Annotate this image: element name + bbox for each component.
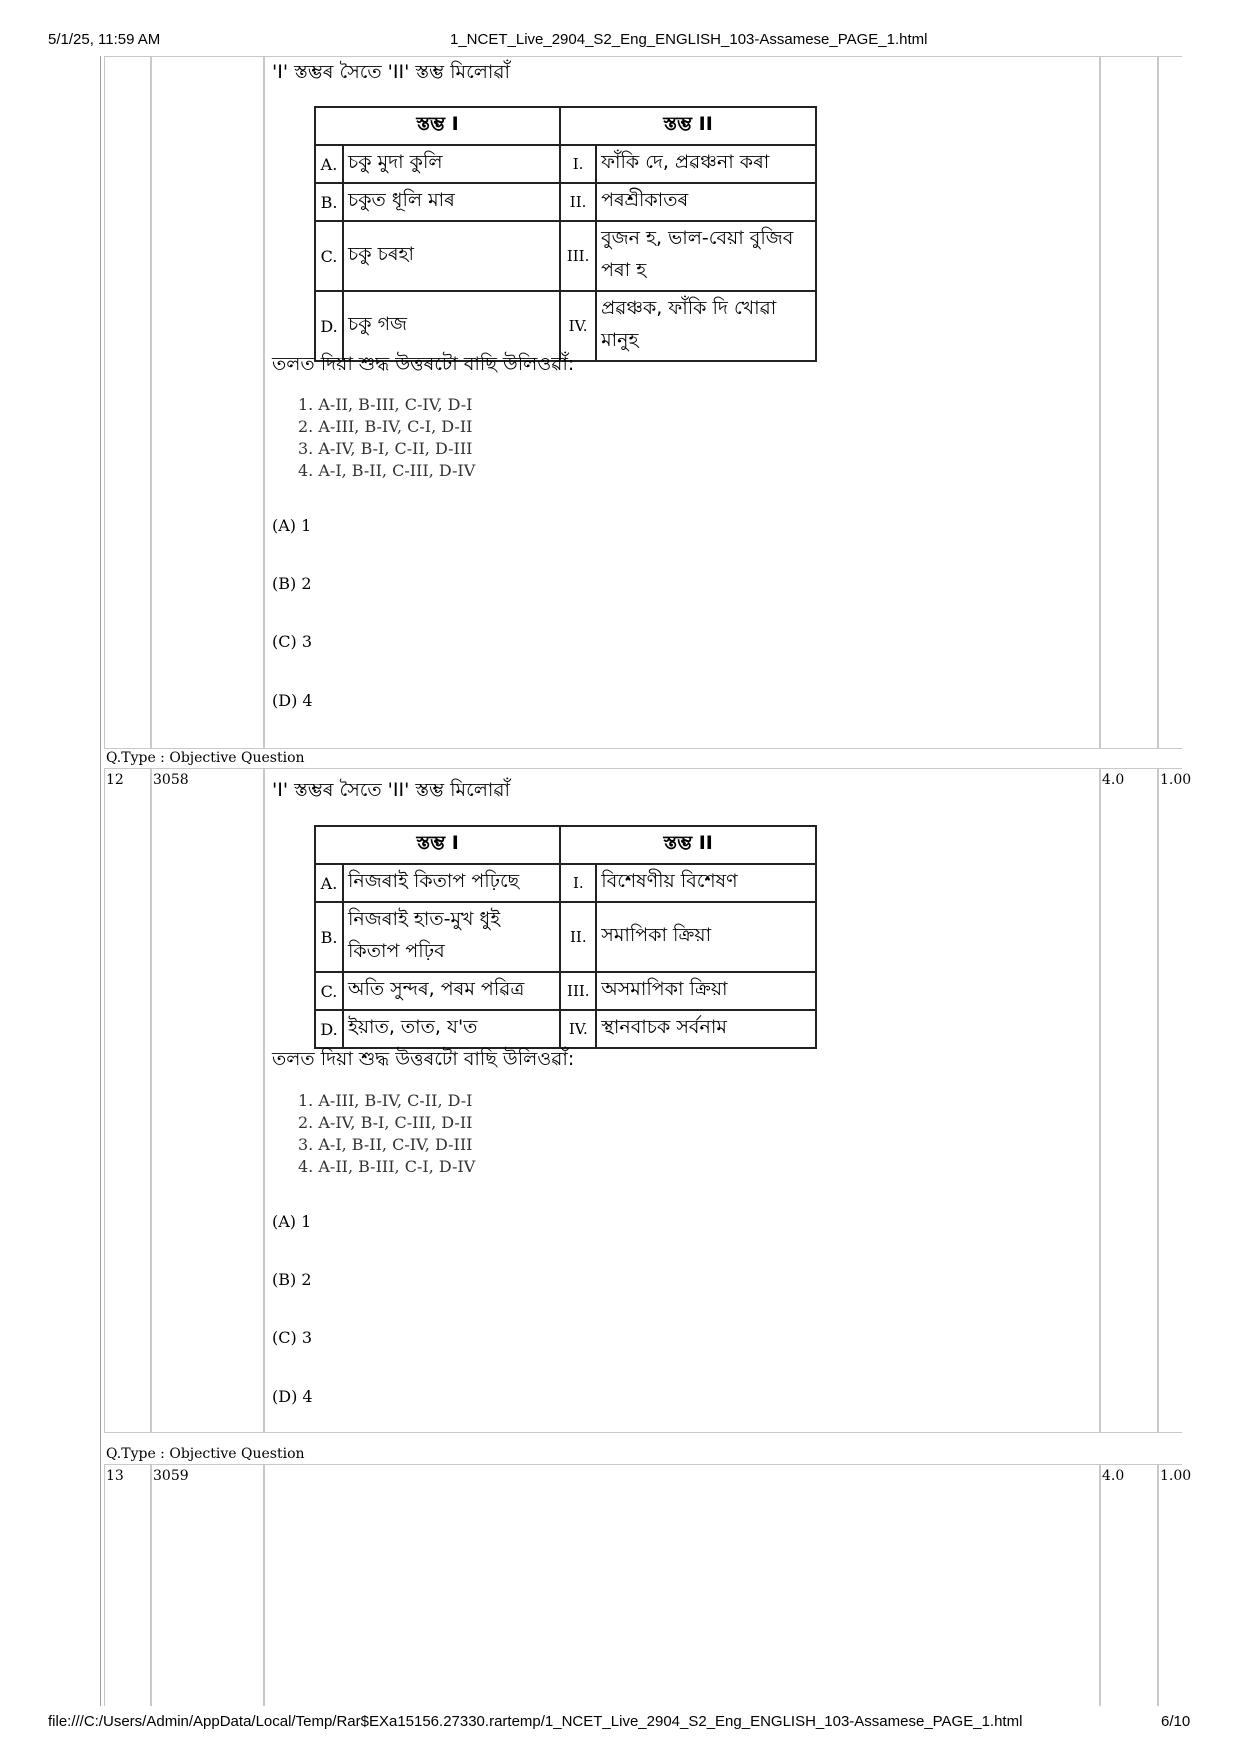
q12-option: 2. A-IV, B-I, C-III, D-II (298, 1113, 473, 1132)
q11-row-label: I. (560, 145, 596, 183)
q11-match-table (314, 106, 817, 362)
q12-col2-cell: সমাপিকা ক্ৰিয়া (596, 902, 816, 972)
q11-col1-cell: চকু গজ (343, 291, 560, 361)
q12-row-label: I. (560, 864, 596, 902)
q11-neg-cell (1158, 56, 1182, 749)
q11-col2-cell: বুজন হ, ভাল-বেয়া বুজিব পৰা হ (596, 221, 816, 291)
q12-col1-header: স্তম্ভ I (315, 826, 560, 864)
q11-col1-cell: চকু চৰহা (343, 221, 560, 291)
q11-col2-header: স্তম্ভ II (560, 107, 816, 145)
q11-option: 1. A-II, B-III, C-IV, D-I (298, 395, 473, 414)
q12-col2-cell: বিশেষণীয় বিশেষণ (596, 864, 816, 902)
q12-negative-marks: 1.00 (1160, 772, 1192, 788)
q12-row-label: C. (315, 972, 343, 1010)
q11-answer-b[interactable]: (B) 2 (272, 574, 312, 593)
q11-col1-header: স্তম্ভ I (315, 107, 560, 145)
q12-num-cell (104, 768, 151, 1433)
q12-options (290, 1090, 475, 1178)
q11-options (290, 394, 475, 482)
q11-col1-cell: চকুত ধূলি মাৰ (343, 183, 560, 221)
q11-num-cell (104, 56, 151, 749)
q11-select-prompt: তলত দিয়া শুদ্ধ উত্তৰটো বাছি উলিওৱাঁ: (272, 353, 575, 375)
q12-col1-cell: নিজৰাই হাত-মুখ ধুই কিতাপ পঢ়িব (343, 902, 560, 972)
q11-row-label: D. (315, 291, 343, 361)
document-title: 1_NCET_Live_2904_S2_Eng_ENGLISH_103-Assamese_PAGE_1.html (450, 31, 928, 48)
q12-row-label: III. (560, 972, 596, 1010)
q12-col1-cell: অতি সুন্দৰ, পৰম পৱিত্ৰ (343, 972, 560, 1010)
q11-answer-a[interactable]: (A) 1 (272, 516, 312, 535)
q12-row-label: A. (315, 864, 343, 902)
q13-neg-cell (1158, 1464, 1192, 1706)
q13-negative-marks: 1.00 (1160, 1468, 1192, 1484)
file-path: file:///C:/Users/Admin/AppData/Local/Temp/Rar$EXa15156.27330.rartemp/1_NCET_Live_2904_S2_Eng_ENGLISH_103-Assamese_PAGE_1.html (48, 1713, 1023, 1730)
q11-qtype: Q.Type : Objective Question (106, 750, 305, 766)
q12-col1-cell: নিজৰাই কিতাপ পঢ়িছে (343, 864, 560, 902)
q11-row-label: II. (560, 183, 596, 221)
q12-row-label: II. (560, 902, 596, 972)
q12-marks: 4.0 (1102, 772, 1125, 788)
q12-col2-cell: স্থানবাচক সৰ্বনাম (596, 1010, 816, 1048)
q11-id-cell (151, 56, 264, 749)
q11-row-label: IV. (560, 291, 596, 361)
q12-answer-a[interactable]: (A) 1 (272, 1212, 312, 1231)
q12-row-label: IV. (560, 1010, 596, 1048)
q12-marks-cell (1100, 768, 1158, 1433)
q12-col1-cell: ইয়াত, তাত, য'ত (343, 1010, 560, 1048)
q11-option: 2. A-III, B-IV, C-I, D-II (298, 417, 473, 436)
q12-answer-b[interactable]: (B) 2 (272, 1270, 312, 1289)
q11-row-label: A. (315, 145, 343, 183)
q12-instruction: 'I' স্তম্ভৰ সৈতে 'II' স্তম্ভ মিলোৱাঁ (272, 779, 511, 801)
q11-row-label: III. (560, 221, 596, 291)
q12-id-cell (151, 768, 264, 1433)
q12-neg-cell (1158, 768, 1192, 1433)
q12-row-label: D. (315, 1010, 343, 1048)
q11-option: 3. A-IV, B-I, C-II, D-III (298, 439, 473, 458)
q12-select-prompt: তলত দিয়া শুদ্ধ উত্তৰটো বাছি উলিওৱাঁ: (272, 1048, 575, 1070)
q11-row-label: C. (315, 221, 343, 291)
q12-option: 3. A-I, B-II, C-IV, D-III (298, 1135, 473, 1154)
q12-col2-header: স্তম্ভ II (560, 826, 816, 864)
q13-marks-cell (1100, 1464, 1158, 1706)
q11-col2-cell: পৰশ্ৰীকাতৰ (596, 183, 816, 221)
q11-instruction: 'I' স্তম্ভৰ সৈতে 'II' স্তম্ভ মিলোৱাঁ (272, 61, 511, 83)
q11-option: 4. A-I, B-II, C-III, D-IV (298, 461, 476, 480)
page-number: 6/10 (1161, 1713, 1191, 1730)
print-datetime: 5/1/25, 11:59 AM (48, 31, 161, 48)
q12-option: 1. A-III, B-IV, C-II, D-I (298, 1091, 473, 1110)
q13-question-id: 3059 (153, 1468, 189, 1484)
q13-num-cell (104, 1464, 151, 1706)
q12-qtype: Q.Type : Objective Question (106, 1446, 305, 1462)
q12-option: 4. A-II, B-III, C-I, D-IV (298, 1157, 476, 1176)
q13-marks: 4.0 (1102, 1468, 1125, 1484)
q12-match-table (314, 825, 817, 1049)
q13-number: 13 (106, 1468, 124, 1484)
q12-answer-c[interactable]: (C) 3 (272, 1328, 312, 1347)
q11-marks-cell (1100, 56, 1158, 749)
q11-answer-c[interactable]: (C) 3 (272, 632, 312, 651)
outer-border-left (100, 56, 101, 1706)
q12-number: 12 (106, 772, 124, 788)
q11-col2-cell: ফাঁকি দে, প্ৰৱঞ্চনা কৰা (596, 145, 816, 183)
q12-answer-d[interactable]: (D) 4 (272, 1387, 313, 1406)
q12-row-label: B. (315, 902, 343, 972)
q11-col1-cell: চকু মুদা কুলি (343, 145, 560, 183)
q11-col2-cell: প্ৰৱঞ্চক, ফাঁকি দি খোৱা মানুহ (596, 291, 816, 361)
q11-row-label: B. (315, 183, 343, 221)
q13-content-cell (264, 1464, 1100, 1706)
q12-question-id: 3058 (153, 772, 189, 788)
q13-id-cell (151, 1464, 264, 1706)
q11-answer-d[interactable]: (D) 4 (272, 691, 313, 710)
q12-col2-cell: অসমাপিকা ক্ৰিয়া (596, 972, 816, 1010)
